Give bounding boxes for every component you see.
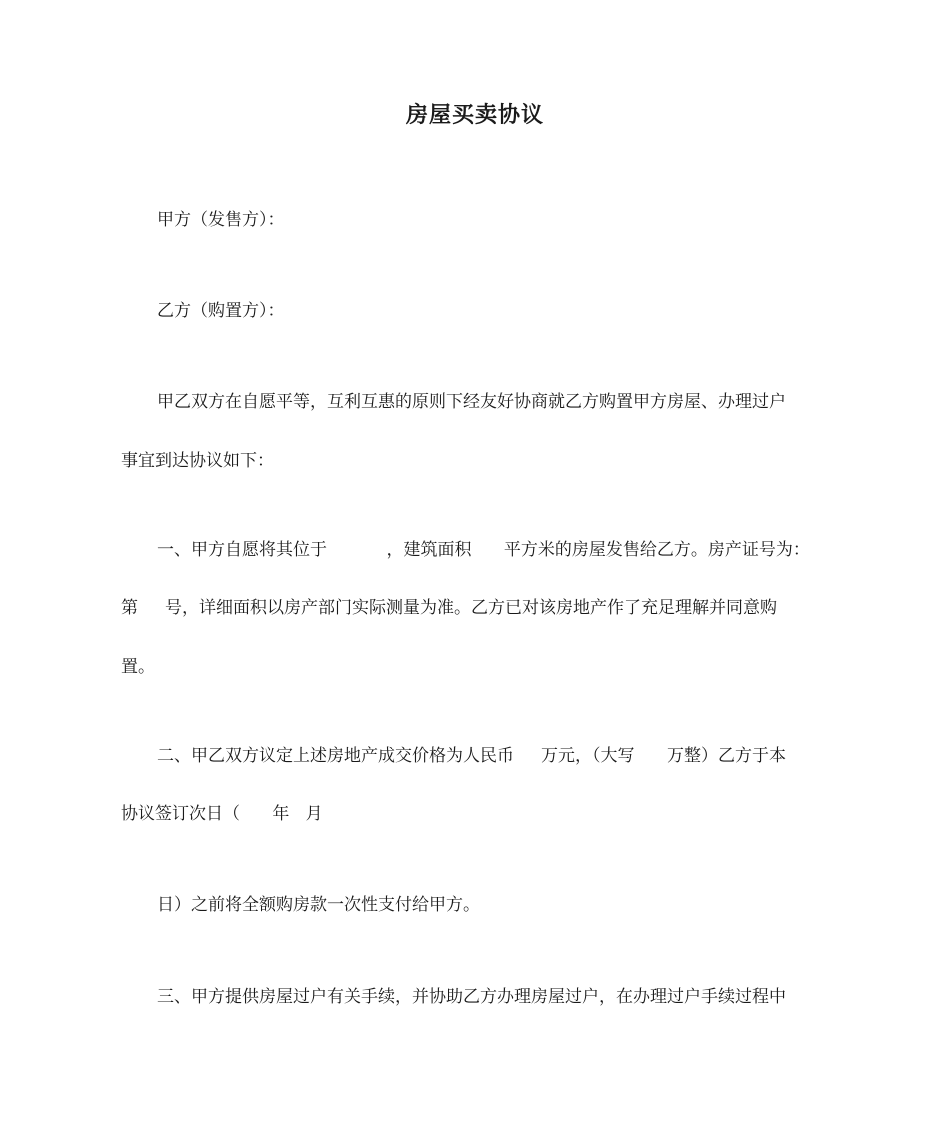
clause-2-continuation: 日）之前将全额购房款一次性支付给甲方。	[157, 895, 480, 915]
preamble-line-2: 事宜到达协议如下：	[121, 451, 274, 471]
clause-1-line-1: 一、甲方自愿将其位于 ，建筑面积 平方米的房屋发售给乙方。房产证号为：	[157, 540, 810, 560]
party-a-label: 甲方（发售方）：	[157, 210, 285, 230]
party-b-label: 乙方（购置方）：	[157, 301, 285, 321]
clause-1-line-3: 置。	[121, 657, 155, 677]
preamble-line-1: 甲乙双方在自愿平等，互利互惠的原则下经友好协商就乙方购置甲方房屋、办理过户	[157, 392, 786, 412]
clause-2-line-1: 二、甲乙双方议定上述房地产成交价格为人民币 万元，（大写 万整）乙方于本	[157, 746, 786, 766]
clause-1-line-2: 第 号，详细面积以房产部门实际测量为准。乙方已对该房地产作了充足理解并同意购	[121, 598, 778, 618]
document-title: 房屋买卖协议	[405, 103, 544, 128]
clause-3-line-1: 三、甲方提供房屋过户有关手续，并协助乙方办理房屋过户，在办理过户手续过程中	[157, 987, 786, 1007]
clause-2-line-2: 协议签订次日（ 年 月	[121, 804, 323, 824]
